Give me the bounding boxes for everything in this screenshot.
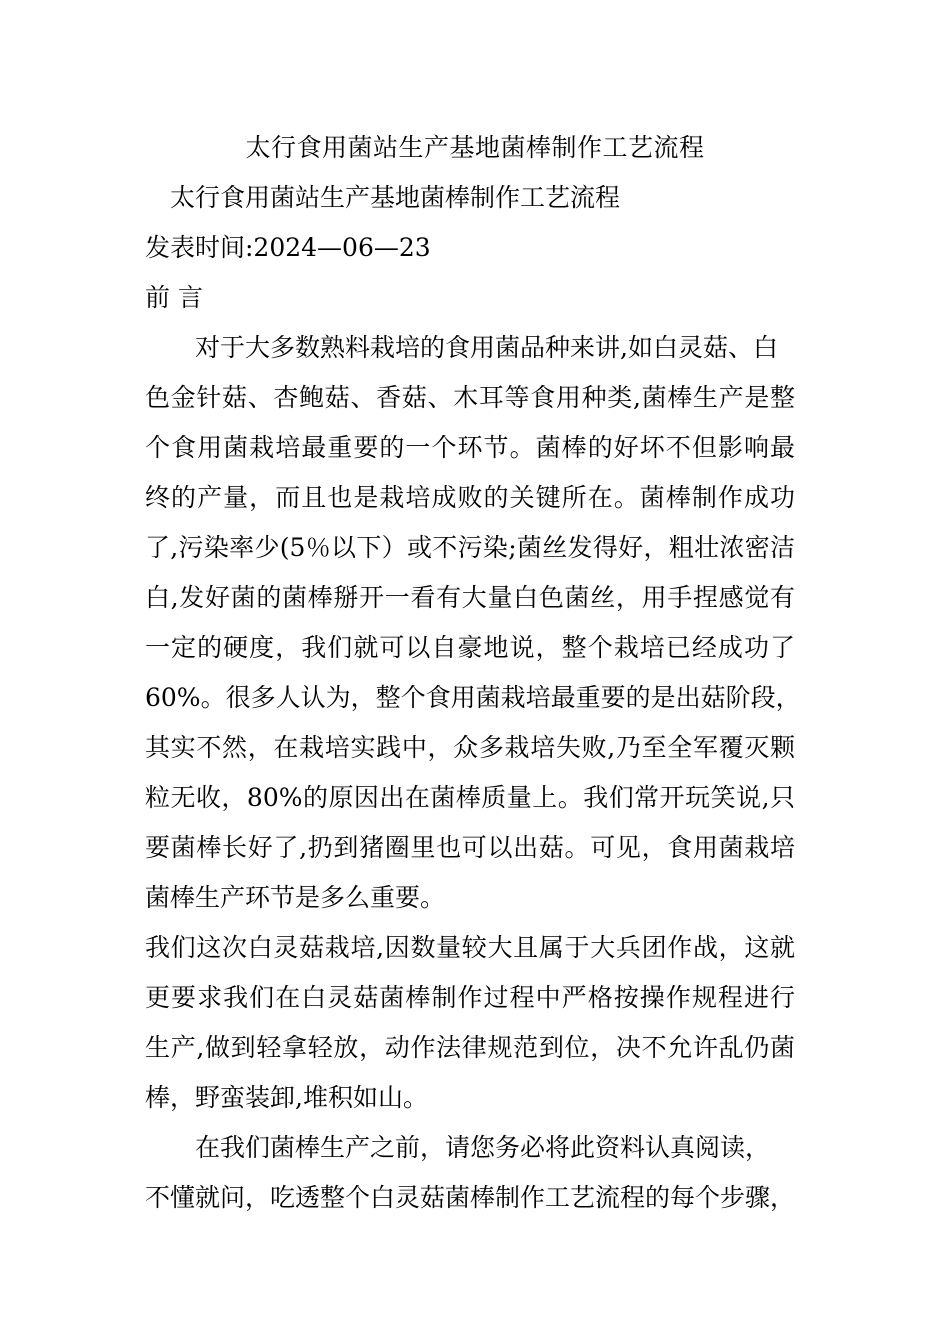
paragraph-line: 不懂就问，吃透整个白灵菇菌棒制作工艺流程的每个步骤，: [145, 1183, 796, 1212]
document-subtitle: 太行食用菌站生产基地菌棒制作工艺流程: [170, 183, 621, 212]
paragraph-line: 个食用菌栽培最重要的一个环节。菌棒的好坏不但影响最: [145, 433, 795, 462]
paragraph-line: 60%。很多人认为，整个食用菌栽培最重要的是出菇阶段，: [145, 683, 801, 712]
paragraph-line: 一定的硬度，我们就可以自豪地说，整个栽培已经成功了: [145, 633, 795, 662]
document-body: [145, 178, 805, 1228]
preface-heading: 前 言: [145, 283, 203, 312]
paragraph-line: 色金针菇、杏鲍菇、香菇、木耳等食用种类,菌棒生产是整: [145, 383, 795, 412]
paragraph-line: 白,发好菌的菌棒掰开一看有大量白色菌丝，用手捏感觉有: [145, 583, 795, 612]
paragraph-line: 粒无收，80%的原因出在菌棒质量上。我们常开玩笑说,只: [145, 783, 795, 812]
paragraph-line: 生产,做到轻拿轻放，动作法律规范到位，决不允许乱仍菌: [145, 1033, 795, 1062]
paragraph-line: 对于大多数熟料栽培的食用菌品种来讲,如白灵菇、白: [195, 333, 778, 362]
paragraph-line: 了,污染率少(5％以下）或不污染;菌丝发得好，粗壮浓密洁: [145, 533, 795, 562]
publish-date: 发表时间:2024—06—23: [145, 233, 431, 262]
paragraph-line: 要菌棒长好了,扔到猪圈里也可以出菇。可见，食用菌栽培: [145, 833, 795, 862]
paragraph-line: 终的产量，而且也是栽培成败的关键所在。菌棒制作成功: [145, 483, 795, 512]
paragraph-line: 我们这次白灵菇栽培,因数量较大且属于大兵团作战，这就: [145, 933, 795, 962]
paragraph-line: 棒，野蛮装卸,堆积如山。: [145, 1083, 428, 1112]
paragraph-line: 其实不然，在栽培实践中，众多栽培失败,乃至全军覆灭颗: [145, 733, 795, 762]
paragraph-line: 更要求我们在白灵菇菌棒制作过程中严格按操作规程进行: [145, 983, 795, 1012]
document-title: 太行食用菌站生产基地菌棒制作工艺流程: [245, 133, 705, 162]
paragraph-line: 菌棒生产环节是多么重要。: [145, 883, 446, 912]
paragraph-line: 在我们菌棒生产之前，请您务必将此资料认真阅读，: [195, 1133, 771, 1162]
